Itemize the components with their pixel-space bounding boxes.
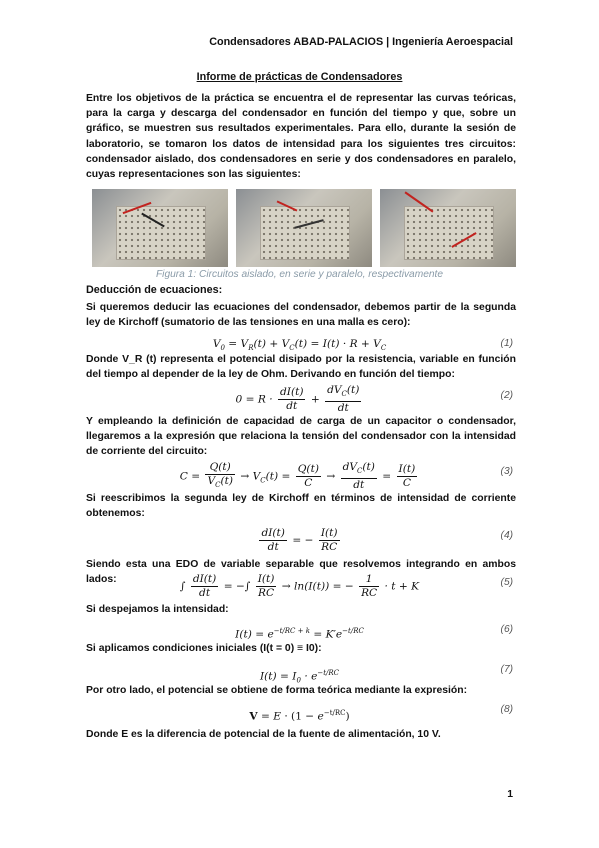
equation-1: $V_0 = V_R(t) + V_C(t) = I(t) \cdot R + V_C$ <box>212 338 387 353</box>
equation-number: (2) <box>500 390 513 401</box>
paragraph-edo: Siendo esta una EDO de variable separable que resolvemos integrando en ambos lados: <box>86 559 516 586</box>
paragraph-source: Donde E es la diferencia de potencial de la fuente de alimentación, 10 V. <box>86 729 441 740</box>
photo-isolated-circuit <box>92 189 228 267</box>
document-title: Informe de prácticas de Condensadores <box>196 71 403 83</box>
figure-photos <box>92 189 516 267</box>
section-heading: Deducción de ecuaciones: <box>86 284 223 296</box>
equation-8: $V = E \cdot (1 - e^{-t/RC})$ <box>249 709 350 723</box>
equation-number: (4) <box>500 530 513 541</box>
page-number: 1 <box>507 789 513 800</box>
equation-number: (8) <box>500 704 513 715</box>
equation-number: (1) <box>500 338 513 349</box>
photo-parallel-circuit <box>380 189 516 267</box>
paragraph-potential: Por otro lado, el potencial se obtiene de forma teórica mediante la expresión: <box>86 685 468 696</box>
equation-5: ∫ $\frac{dI(t)}{dt}$ = −∫ $\frac{I(t)}{RC}$ → ln(I(t)) = − $\frac{1}{RC}$ · t + K <box>179 573 420 599</box>
equation-number: (6) <box>500 624 513 635</box>
paragraph-derivative: Donde V_R (t) representa el potencial disipado por la resistencia, variable en función del tiempo al depender de la ley de Ohm. Derivando en función del tiempo: <box>86 354 516 381</box>
page-header: Condensadores ABAD-PALACIOS | Ingeniería Aeroespacial <box>209 36 513 48</box>
paragraph-initial-conditions: Si aplicamos condiciones iniciales (I(t = 0) ≡ I0): <box>86 643 322 654</box>
equation-7: $I(t) = I_0 \cdot e^{-t/RC}$ <box>259 669 340 685</box>
equation-2: 0 = R · $\frac{dI(t)}{dt}$ + $\frac{dV_C(t)}{dt}$ <box>235 384 360 415</box>
figure-caption: Figura 1: Circuitos aislado, en serie y paralelo, respectivamente <box>155 269 444 280</box>
equation-6: $I(t) = e^{-t/RC + k} = K'e^{-t/RC}$ <box>235 627 364 641</box>
paragraph-capacity: Y empleando la definición de capacidad de carga de un capacitor o condensador, llegaremos a la expresión que relaciona la tensión del condensador con la intensidad de corriente del circuito: <box>86 416 516 458</box>
photo-series-circuit <box>236 189 372 267</box>
paragraph-rewrite: Si reescribimos la segunda ley de Kirchoff en términos de intensidad de corriente obtenemos: <box>86 493 516 520</box>
equation-number: (7) <box>500 664 513 675</box>
equation-number: (3) <box>500 466 513 477</box>
intro-paragraph: Entre los objetivos de la práctica se encuentra el de representar las curvas teóricas, para la carga y descarga del condensador en función del tiempo y que, sobre un gráfico, se muestren sus resultados experimentales. Para ello, durante la sesión de laboratorio, se tomaron los datos de intensidad para los siguientes tres circuitos: condensador aislado, dos condensadores en serie y dos condensadores en paralelo, cuyas representaciones son las siguientes: <box>86 93 516 181</box>
equation-4: $\frac{dI(t)}{dt}$ = − $\frac{I(t)}{RC}$ <box>261 527 338 553</box>
equation-3: C = $\frac{Q(t)}{V_C(t)}$ → $V_C(t)$ = $\frac{Q(t)}{C}$ → $\frac{dV_C(t)}{dt}$ = $\frac{I(t)}{C}$ <box>179 461 416 492</box>
equation-number: (5) <box>500 577 513 588</box>
paragraph-kirchoff: Si queremos deducir las ecuaciones del condensador, debemos partir de la segunda ley de Kirchoff (sumatorio de las tensiones en una malla es cero): <box>86 302 516 329</box>
paragraph-isolate: Si despejamos la intensidad: <box>86 604 229 615</box>
